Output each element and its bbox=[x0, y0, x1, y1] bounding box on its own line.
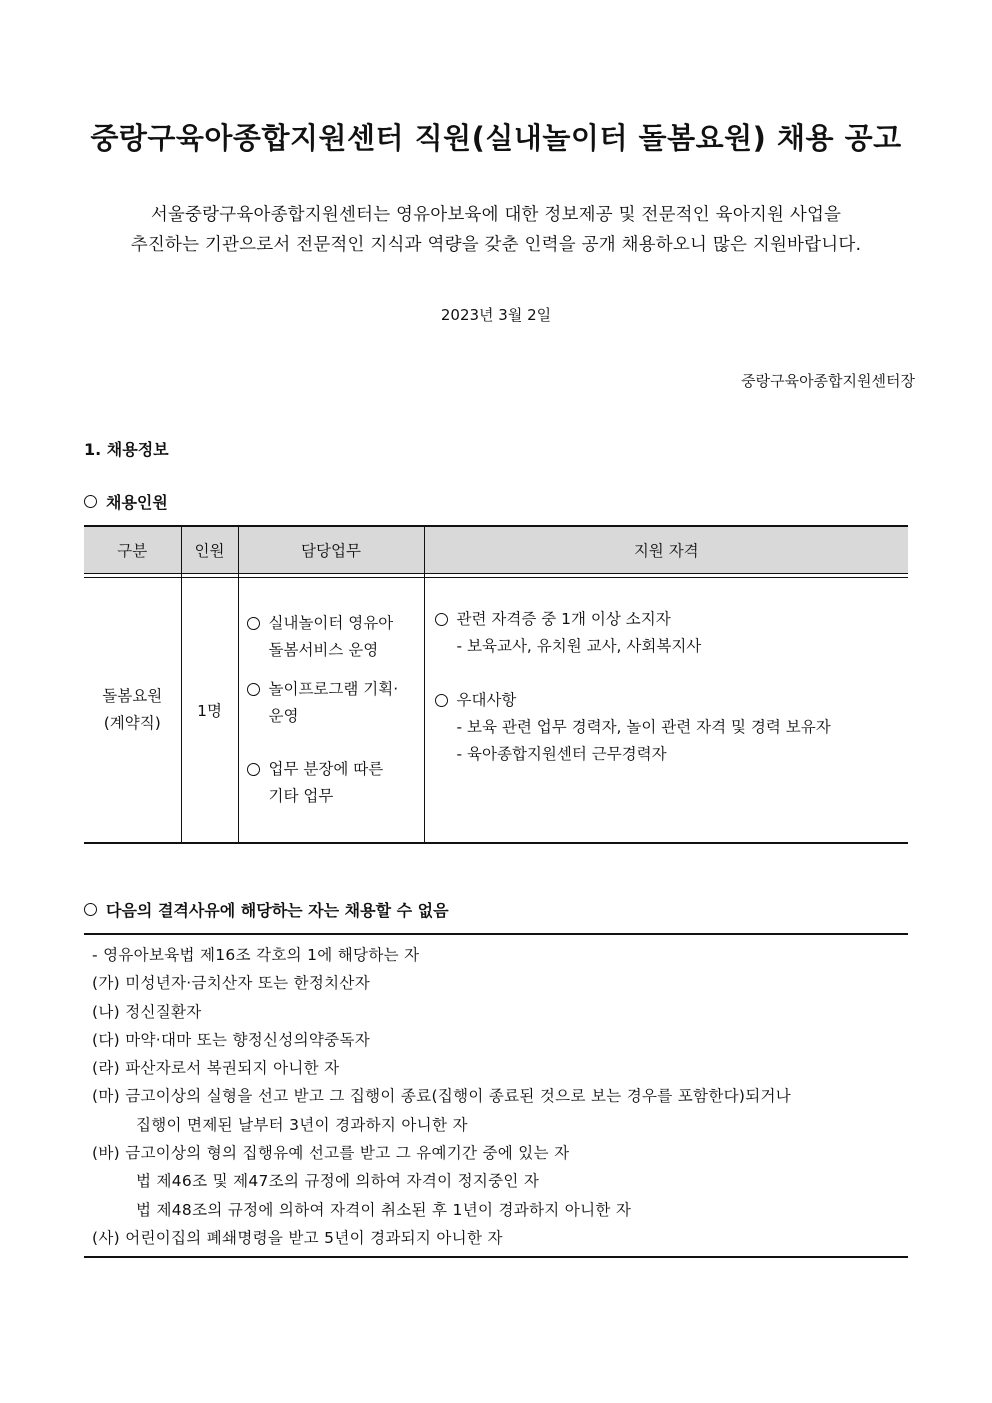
header-duties: 담당업무 bbox=[238, 526, 424, 574]
circle-bullet-icon bbox=[247, 763, 260, 776]
duty-text: 업무 분장에 따른 bbox=[268, 760, 384, 778]
circle-bullet-icon bbox=[84, 903, 97, 916]
qualification-detail: - 보육교사, 유치원 교사, 사회복지사 bbox=[456, 637, 702, 655]
list-item: 집행이 면제된 날부터 3년이 경과하지 아니한 자 bbox=[136, 1115, 468, 1134]
list-item: (마) 금고이상의 실형을 선고 받고 그 집행이 종료(집행이 종료된 것으로 보는 경우를 포함한다)되거나 bbox=[92, 1087, 792, 1106]
cell-division bbox=[84, 578, 181, 844]
division-name: 돌봄요원 bbox=[102, 687, 163, 705]
preferred-detail: - 육아종합지원센터 근무경력자 bbox=[456, 745, 667, 763]
list-item: (가) 미성년자·금치산자 또는 한정치산자 bbox=[92, 974, 370, 993]
list-item: (사) 어린이집의 폐쇄명령을 받고 5년이 경과되지 아니한 자 bbox=[92, 1228, 503, 1247]
header-division: 구분 bbox=[84, 526, 181, 574]
duty-text: 기타 업무 bbox=[268, 787, 334, 805]
circle-bullet-icon bbox=[247, 683, 260, 696]
cell-count: 1명 bbox=[181, 578, 238, 844]
list-item: (바) 금고이상의 형의 집행유예 선고를 받고 그 유예기간 중에 있는 자 bbox=[92, 1144, 570, 1163]
division-type: (계약직) bbox=[103, 714, 161, 732]
subsection-heading-label: 다음의 결격사유에 해당하는 자는 채용할 수 없음 bbox=[106, 901, 449, 920]
preferred-detail: - 보육 관련 업무 경력자, 놀이 관련 자격 및 경력 보유자 bbox=[456, 718, 831, 736]
duty-item bbox=[247, 756, 418, 810]
list-item: (나) 정신질환자 bbox=[92, 1002, 202, 1021]
table-row bbox=[84, 578, 908, 844]
disqualification-list bbox=[84, 933, 908, 1258]
qualification-preferred bbox=[435, 687, 903, 714]
signature: 중랑구육아종합지원센터장 bbox=[741, 372, 915, 390]
qualification-required bbox=[435, 606, 903, 633]
header-count: 인원 bbox=[181, 526, 238, 574]
intro-line: 서울중랑구육아종합지원센터는 영유아보육에 대한 정보제공 및 전문적인 육아지원 사업을 bbox=[150, 205, 842, 225]
duty-text: 실내놀이터 영유아 bbox=[268, 614, 394, 632]
duty-text: 운영 bbox=[268, 707, 299, 725]
list-item: - 영유아보육법 제16조 각호의 1에 해당하는 자 bbox=[92, 946, 420, 964]
circle-bullet-icon bbox=[84, 495, 97, 508]
list-item: (라) 파산자로서 복권되지 아니한 자 bbox=[92, 1059, 340, 1078]
subsection-heading-label: 채용인원 bbox=[106, 493, 168, 512]
table-header-row bbox=[84, 526, 908, 574]
duty-text: 돌봄서비스 운영 bbox=[268, 641, 379, 659]
intro-line: 추진하는 기관으로서 전문적인 지식과 역량을 갖춘 인력을 공개 채용하오니 많은 지원바랍니다. bbox=[130, 235, 862, 255]
duty-item bbox=[247, 610, 418, 664]
qualification-text: 우대사항 bbox=[456, 691, 517, 709]
list-item: 법 제48조의 규정에 의하여 자격이 취소된 후 1년이 경과하지 아니한 자 bbox=[136, 1200, 632, 1219]
circle-bullet-icon bbox=[435, 613, 448, 626]
list-item: 법 제46조 및 제47조의 규정에 의하여 자격이 정지중인 자 bbox=[136, 1172, 540, 1191]
subsection-heading-headcount bbox=[84, 490, 168, 513]
subsection-heading-disqualification bbox=[84, 898, 449, 921]
page-title: 중랑구육아종합지원센터 직원(실내놀이터 돌봄요원) 채용 공고 bbox=[90, 121, 902, 155]
notice-date: 2023년 3월 2일 bbox=[440, 306, 552, 324]
section-heading-recruitment-info: 1. 채용정보 bbox=[84, 440, 169, 459]
cell-duties bbox=[238, 578, 424, 844]
duty-text: 놀이프로그램 기획· bbox=[268, 680, 399, 698]
circle-bullet-icon bbox=[247, 617, 260, 630]
circle-bullet-icon bbox=[435, 694, 448, 707]
recruitment-table bbox=[84, 525, 908, 844]
list-item: (다) 마약·대마 또는 향정신성의약중독자 bbox=[92, 1030, 370, 1049]
header-qualification: 지원 자격 bbox=[424, 526, 908, 574]
cell-qualification bbox=[424, 578, 908, 844]
qualification-text: 관련 자격증 중 1개 이상 소지자 bbox=[456, 610, 671, 628]
duty-item bbox=[247, 676, 418, 730]
intro-paragraph bbox=[60, 200, 932, 260]
